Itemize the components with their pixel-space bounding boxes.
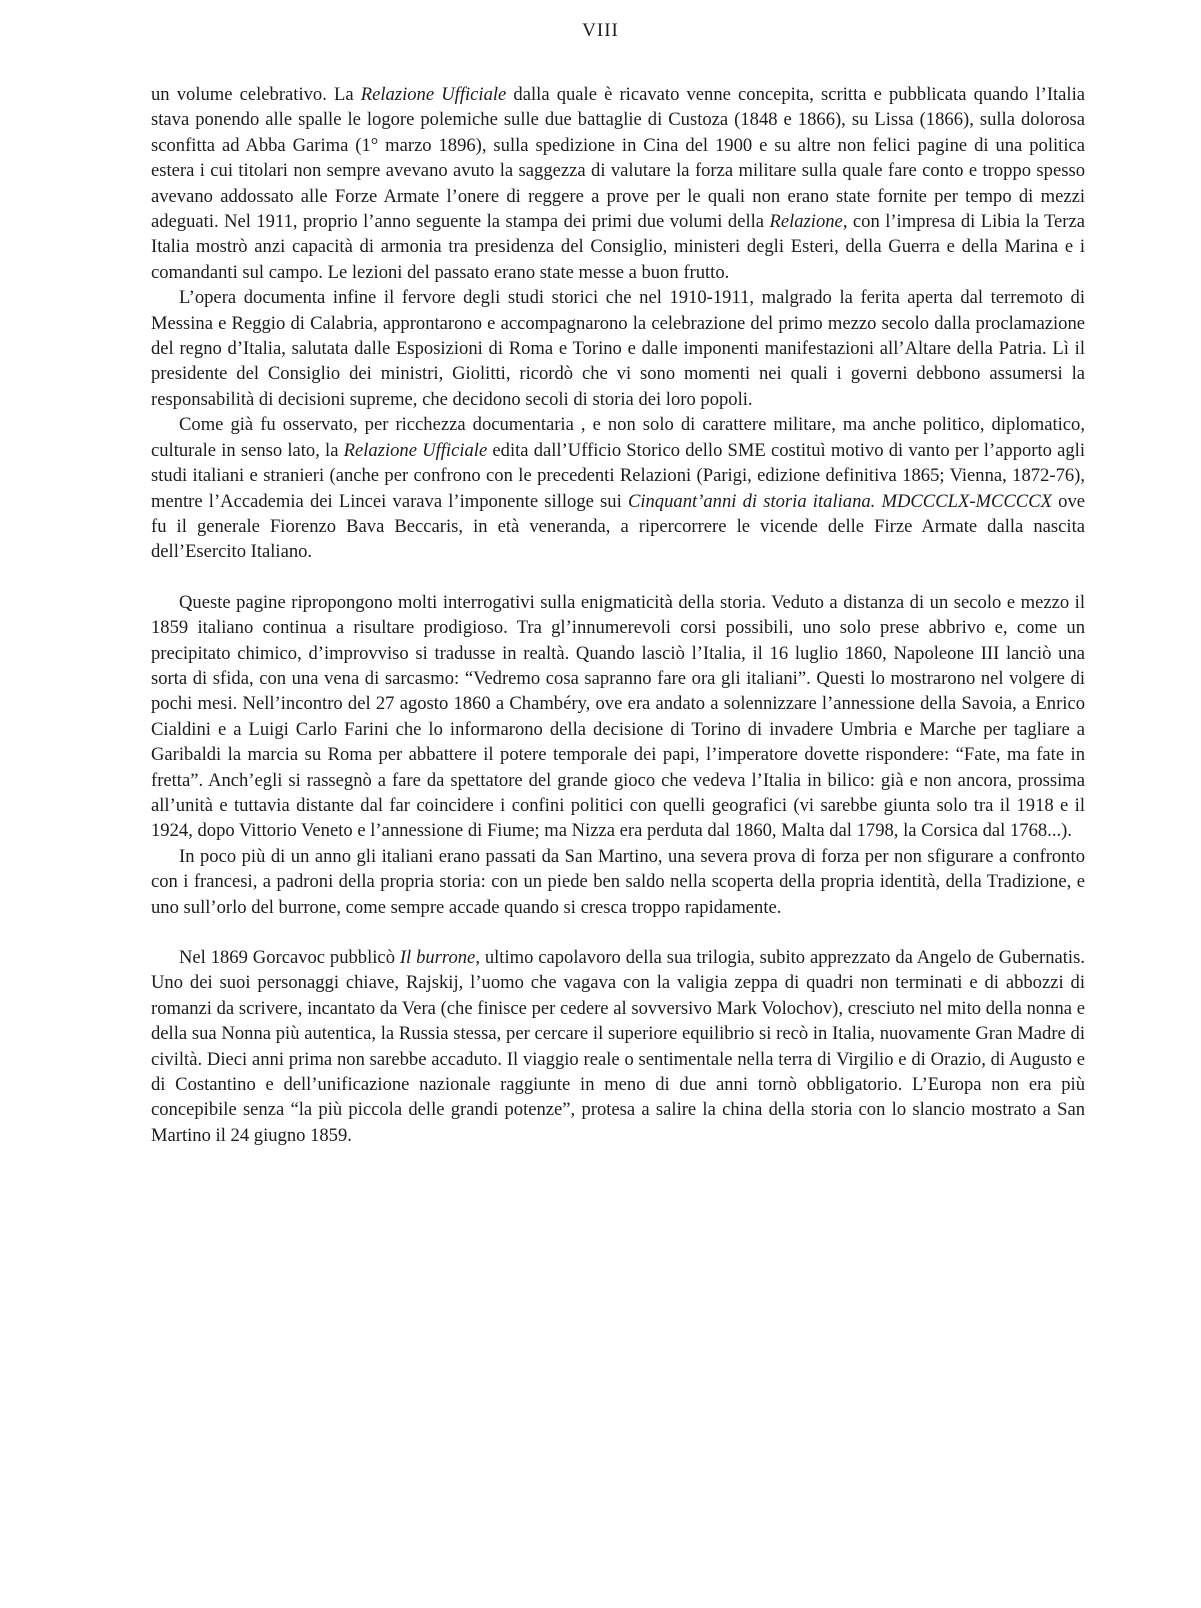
paragraph <box>151 412 1085 564</box>
text-run: , con l’impresa di Libia la Terza Italia mostrò anzi capacità di armonia tra presidenza del Consiglio, ministeri degli Esteri, della Guerra e della Marina e i comandanti sul campo. Le lezioni del passato erano state messe a buon frutto. <box>151 211 1086 283</box>
text-run: , ultimo capolavoro della sua trilogia, subito apprezzato da Angelo de Gubernatis. Uno dei suoi personaggi chiave, Rajskij, l’uomo che vagava con la valigia zeppa di quadri non terminati e di abbozzi di romanzi da scrivere, incantato da Vera (che finisce per cedere al sovversivo Mark Volochov), cresciuto nel mito della nonna e della sua Nonna più autentica, la Russia stessa, per cercare il superiore equilibrio si recò in Italia, nuovamente Gran Madre di civiltà. Dieci anni prima non sarebbe accaduto. Il viaggio reale o sentimentale nella terra di Virgilio e di Orazio, di Augusto e di Costantino e dell’unificazione nazionale raggiunte in meno di due anni tornò obbligatorio. L’Europa non era più concepibile senza “la più piccola delle grandi potenze”, protesa a salire la china della storia con lo slancio mostrato a San Martino il 24 giugno 1859. <box>151 947 1085 1146</box>
paragraph <box>151 590 1085 844</box>
text-run: ove fu il generale Fiorenzo Bava Beccaris, in età veneranda, a ripercorrere le vicende delle Firze Armate dalla nascita dell’Esercito Italiano. <box>151 490 1085 563</box>
text-run: edita dall’Ufficio Storico dello SME costituì motivo di vanto per l’apporto agli studi italiani e stranieri (anche per confrono con le precedenti Relazioni (Parigi, edizione definitiva 1865; Vienna, 1872-76), mentre l’Accademia dei Lincei varava l’imponente silloge sui <box>151 439 1086 512</box>
italic-text-run: Cinquant’anni di storia italiana. MDCCCLX-MCCCCX <box>627 490 1052 512</box>
italic-text-run: Relazione Ufficiale <box>343 439 488 461</box>
text-run: dalla quale è ricavato venne concepita, scritta e pubblicata quando l’Italia stava ponendo alle spalle le logore polemiche sulle due battaglie di Custoza (1848 e 1866), su Lissa (1866), sulla dolorosa sconfitta ad Abba Garima (1° marzo 1896), sulla spedizione in Cina del 1900 e su altre non felici pagine di una politica estera i cui titolari non sempre avevano avuto la saggezza di valutare la forza militare sulla quale fare conto e troppo spesso avevano addossato alle Forze Armate l’onere di reggere a prove per le quali non erano state fornite per tempo di mezzi adeguati. Nel 1911, proprio l’anno seguente la stampa dei primi due volumi della <box>151 84 1086 233</box>
text-run: Nel 1869 Gorcavoc pubblicò <box>179 947 400 968</box>
paragraph <box>151 285 1085 412</box>
paragraph <box>151 844 1085 920</box>
italic-text-run: Il burrone <box>399 947 476 968</box>
text-run: In poco più di un anno gli italiani erano passati da San Martino, una severa prova di forza per non sfigurare a confronto con i francesi, a padroni della propria storia: con un piede ben saldo nella scoperta della propria identità, della Tradizione, e uno sull’orlo del burrone, come sempre accade quando si cresca troppo rapidamente. <box>151 845 1085 918</box>
italic-text-run: Relazione <box>769 211 843 233</box>
text-run: Come già fu osservato, per ricchezza documentaria , e non solo di carattere militare, ma anche politico, diplomatico, culturale in senso lato, la <box>151 414 1085 461</box>
body-text <box>151 82 1085 1148</box>
text-run: Queste pagine ripropongono molti interrogativi sulla enigmaticità della storia. Veduto a distanza di un secolo e mezzo il 1859 italiano continua a risultare prodigioso. Tra gl’innumerevoli corsi possibili, uno solo prese abbrivo e, come un precipitato chimico, d’improvviso si tradusse in realtà. Quando lasciò l’Italia, il 16 luglio 1860, Napoleone III lanciò una sorta di sfida, con una vena di sarcasmo: “Vedremo cosa sapranno fare ora gli italiani”. Questi lo mostrarono nel volgere di pochi mesi. Nell’incontro del 27 agosto 1860 a Chambéry, ove era andato a solennizzare l’annessione della Savoia, a Enrico Cialdini e a Luigi Carlo Farini che lo informarono della decisione di Torino di invadere Umbria e Marche per tagliare a Garibaldi la marcia su Roma per abbattere il potere temporale dei papi, l’imperatore dovette rispondere: “Fate, ma fate in fretta”. Anch’egli si rassegnò a fare da spettatore del grande gioco che vedeva l’Italia in bilico: già e non ancora, prossima all’unità e tuttavia distante dal far coincidere i confini politici con quelli geografici (vi sarebbe giunta solo tra il 1918 e il 1924, dopo Vittorio Veneto e l’annessione di Fiume; ma Nizza era perduta dal 1860, Malta dal 1798, la Corsica dal 1768...). <box>151 591 1085 842</box>
page-number: VIII <box>582 20 619 41</box>
text-run: L’opera documenta infine il fervore degli studi storici che nel 1910-1911, malgrado la ferita aperta dal terremoto di Messina e Reggio di Calabria, approntarono e accompagnarono la celebrazione del primo mezzo secolo dalla proclamazione del regno d’Italia, salutata dalle Esposizioni di Roma e Torino e dalle imponenti manifestazioni all’Altare della Patria. Lì il presidente del Consiglio dei ministri, Giolitti, ricordò che vi sono momenti nei quali i governi debbono assumersi la responsabilità di decisioni supreme, che decidono secoli di storia dei loro popoli. <box>151 287 1085 410</box>
paragraph <box>151 82 1085 285</box>
text-run: un volume celebrativo. La <box>151 84 361 105</box>
italic-text-run: Relazione Ufficiale <box>360 84 507 105</box>
paragraph <box>151 945 1085 1148</box>
